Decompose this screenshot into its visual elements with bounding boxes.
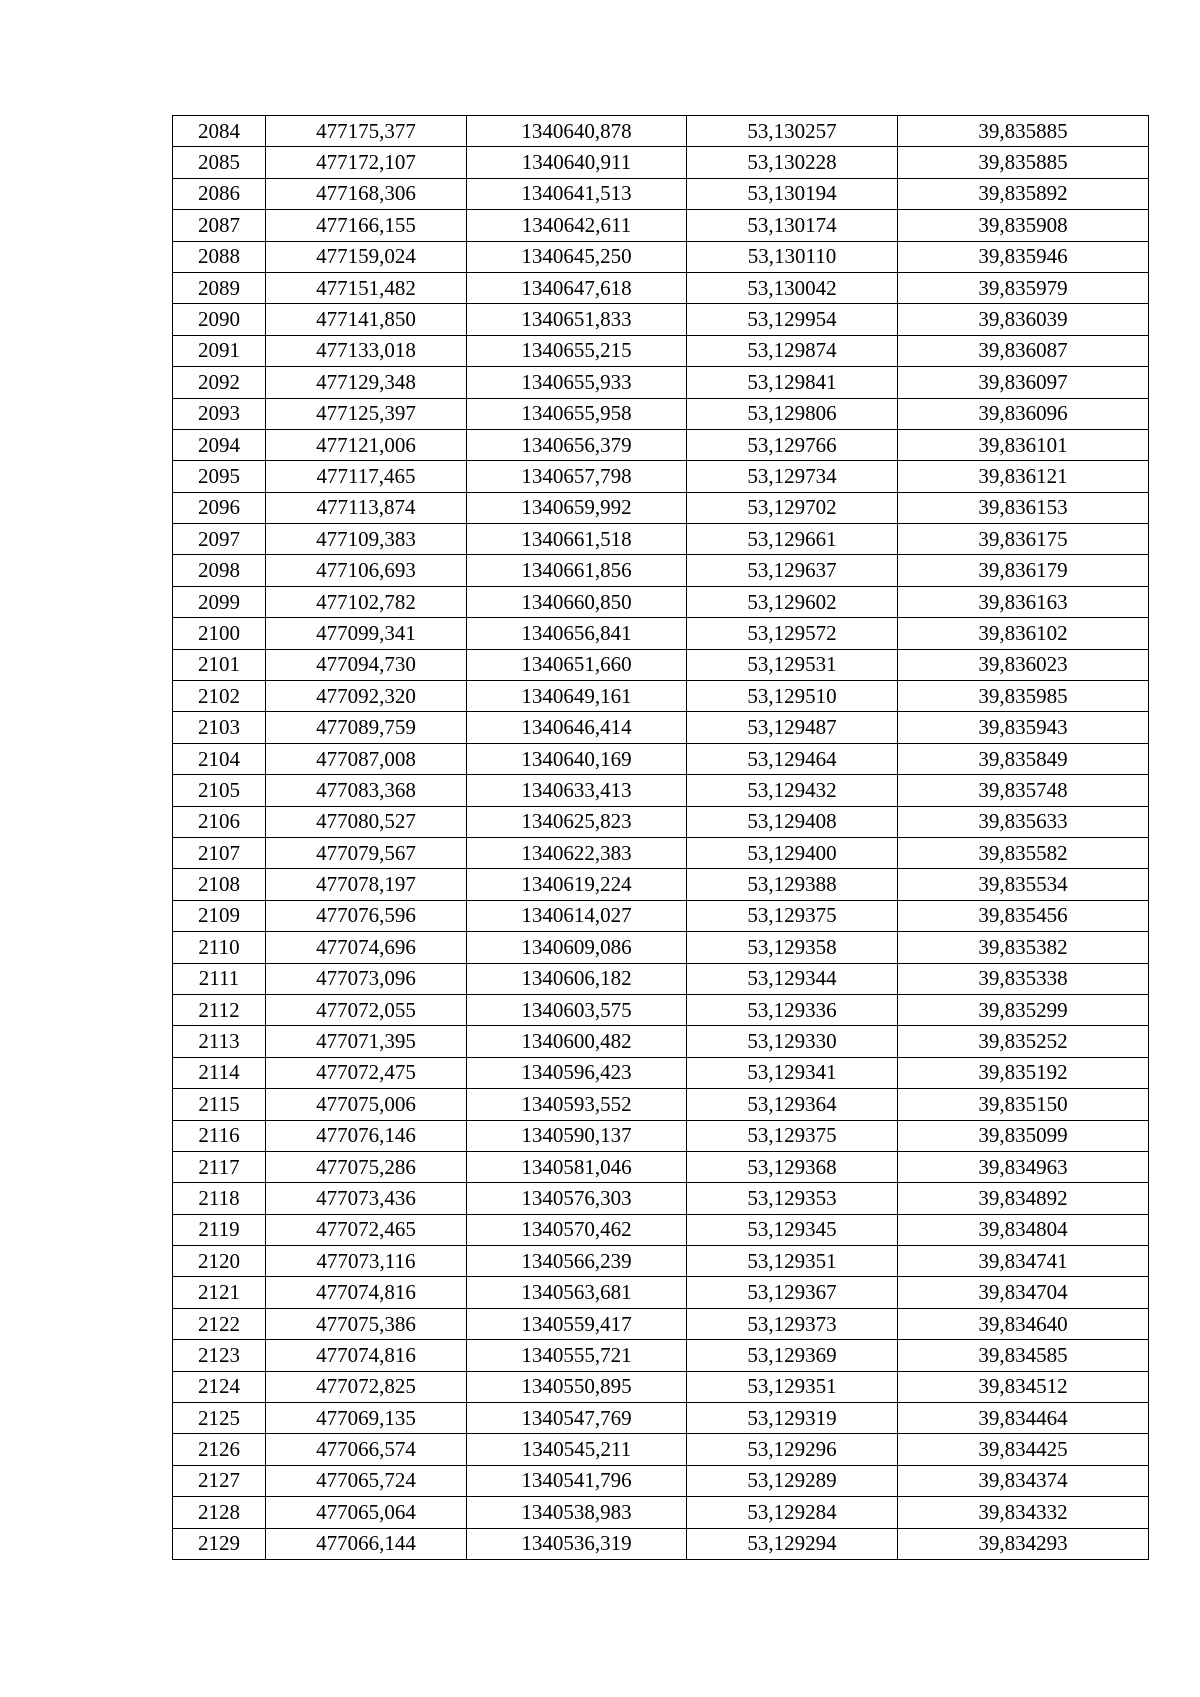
x-coordinate-cell: 477074,816 — [266, 1340, 467, 1371]
longitude-cell: 39,835099 — [898, 1120, 1149, 1151]
point-number-cell: 2104 — [173, 743, 266, 774]
point-number-cell: 2100 — [173, 618, 266, 649]
y-coordinate-cell: 1340656,379 — [467, 429, 687, 460]
x-coordinate-cell: 477113,874 — [266, 492, 467, 523]
y-coordinate-cell: 1340645,250 — [467, 241, 687, 272]
point-number-cell: 2116 — [173, 1120, 266, 1151]
longitude-cell: 39,835338 — [898, 963, 1149, 994]
longitude-cell: 39,836163 — [898, 586, 1149, 617]
latitude-cell: 53,129367 — [687, 1277, 898, 1308]
x-coordinate-cell: 477133,018 — [266, 335, 467, 366]
table-row — [173, 429, 1149, 460]
longitude-cell: 39,836097 — [898, 367, 1149, 398]
x-coordinate-cell: 477073,116 — [266, 1246, 467, 1277]
latitude-cell: 53,129841 — [687, 367, 898, 398]
longitude-cell: 39,834293 — [898, 1528, 1149, 1559]
table-row — [173, 241, 1149, 272]
table-row — [173, 994, 1149, 1025]
longitude-cell: 39,834704 — [898, 1277, 1149, 1308]
y-coordinate-cell: 1340661,856 — [467, 555, 687, 586]
table-row — [173, 1120, 1149, 1151]
y-coordinate-cell: 1340625,823 — [467, 806, 687, 837]
point-number-cell: 2094 — [173, 429, 266, 460]
longitude-cell: 39,835456 — [898, 900, 1149, 931]
latitude-cell: 53,129351 — [687, 1371, 898, 1402]
longitude-cell: 39,834585 — [898, 1340, 1149, 1371]
latitude-cell: 53,129388 — [687, 869, 898, 900]
point-number-cell: 2106 — [173, 806, 266, 837]
y-coordinate-cell: 1340640,169 — [467, 743, 687, 774]
table-row — [173, 1183, 1149, 1214]
x-coordinate-cell: 477069,135 — [266, 1403, 467, 1434]
x-coordinate-cell: 477151,482 — [266, 272, 467, 303]
latitude-cell: 53,130257 — [687, 116, 898, 147]
y-coordinate-cell: 1340640,911 — [467, 147, 687, 178]
x-coordinate-cell: 477072,825 — [266, 1371, 467, 1402]
latitude-cell: 53,130194 — [687, 178, 898, 209]
y-coordinate-cell: 1340655,215 — [467, 335, 687, 366]
point-number-cell: 2108 — [173, 869, 266, 900]
latitude-cell: 53,129364 — [687, 1089, 898, 1120]
latitude-cell: 53,129637 — [687, 555, 898, 586]
point-number-cell: 2127 — [173, 1465, 266, 1496]
point-number-cell: 2093 — [173, 398, 266, 429]
latitude-cell: 53,129375 — [687, 900, 898, 931]
x-coordinate-cell: 477079,567 — [266, 837, 467, 868]
longitude-cell: 39,834741 — [898, 1246, 1149, 1277]
x-coordinate-cell: 477125,397 — [266, 398, 467, 429]
table-row — [173, 1403, 1149, 1434]
y-coordinate-cell: 1340603,575 — [467, 994, 687, 1025]
point-number-cell: 2111 — [173, 963, 266, 994]
latitude-cell: 53,129400 — [687, 837, 898, 868]
point-number-cell: 2112 — [173, 994, 266, 1025]
latitude-cell: 53,129531 — [687, 649, 898, 680]
table-row — [173, 178, 1149, 209]
y-coordinate-cell: 1340651,660 — [467, 649, 687, 680]
x-coordinate-cell: 477175,377 — [266, 116, 467, 147]
point-number-cell: 2097 — [173, 524, 266, 555]
x-coordinate-cell: 477072,055 — [266, 994, 467, 1025]
table-row — [173, 1246, 1149, 1277]
x-coordinate-cell: 477109,383 — [266, 524, 467, 555]
y-coordinate-cell: 1340555,721 — [467, 1340, 687, 1371]
longitude-cell: 39,835192 — [898, 1057, 1149, 1088]
point-number-cell: 2090 — [173, 304, 266, 335]
latitude-cell: 53,129284 — [687, 1497, 898, 1528]
latitude-cell: 53,129353 — [687, 1183, 898, 1214]
point-number-cell: 2121 — [173, 1277, 266, 1308]
latitude-cell: 53,129369 — [687, 1340, 898, 1371]
table-row — [173, 1026, 1149, 1057]
longitude-cell: 39,835150 — [898, 1089, 1149, 1120]
y-coordinate-cell: 1340550,895 — [467, 1371, 687, 1402]
x-coordinate-cell: 477076,146 — [266, 1120, 467, 1151]
latitude-cell: 53,129602 — [687, 586, 898, 617]
point-number-cell: 2128 — [173, 1497, 266, 1528]
point-number-cell: 2085 — [173, 147, 266, 178]
latitude-cell: 53,129289 — [687, 1465, 898, 1496]
x-coordinate-cell: 477076,596 — [266, 900, 467, 931]
latitude-cell: 53,130228 — [687, 147, 898, 178]
longitude-cell: 39,835885 — [898, 147, 1149, 178]
y-coordinate-cell: 1340649,161 — [467, 681, 687, 712]
point-number-cell: 2107 — [173, 837, 266, 868]
latitude-cell: 53,129464 — [687, 743, 898, 774]
y-coordinate-cell: 1340655,958 — [467, 398, 687, 429]
x-coordinate-cell: 477166,155 — [266, 210, 467, 241]
y-coordinate-cell: 1340646,414 — [467, 712, 687, 743]
x-coordinate-cell: 477102,782 — [266, 586, 467, 617]
point-number-cell: 2095 — [173, 461, 266, 492]
table-row — [173, 1308, 1149, 1339]
table-row — [173, 304, 1149, 335]
point-number-cell: 2098 — [173, 555, 266, 586]
y-coordinate-cell: 1340590,137 — [467, 1120, 687, 1151]
latitude-cell: 53,129806 — [687, 398, 898, 429]
x-coordinate-cell: 477066,144 — [266, 1528, 467, 1559]
table-row — [173, 555, 1149, 586]
longitude-cell: 39,835633 — [898, 806, 1149, 837]
table-row — [173, 335, 1149, 366]
point-number-cell: 2115 — [173, 1089, 266, 1120]
longitude-cell: 39,836179 — [898, 555, 1149, 586]
longitude-cell: 39,836102 — [898, 618, 1149, 649]
table-row — [173, 367, 1149, 398]
table-row — [173, 837, 1149, 868]
longitude-cell: 39,835748 — [898, 775, 1149, 806]
longitude-cell: 39,835849 — [898, 743, 1149, 774]
latitude-cell: 53,129572 — [687, 618, 898, 649]
latitude-cell: 53,129373 — [687, 1308, 898, 1339]
y-coordinate-cell: 1340576,303 — [467, 1183, 687, 1214]
latitude-cell: 53,130042 — [687, 272, 898, 303]
y-coordinate-cell: 1340609,086 — [467, 932, 687, 963]
point-number-cell: 2101 — [173, 649, 266, 680]
point-number-cell: 2122 — [173, 1308, 266, 1339]
longitude-cell: 39,834374 — [898, 1465, 1149, 1496]
point-number-cell: 2119 — [173, 1214, 266, 1245]
point-number-cell: 2117 — [173, 1151, 266, 1182]
x-coordinate-cell: 477065,064 — [266, 1497, 467, 1528]
coordinates-table — [172, 115, 1149, 1560]
x-coordinate-cell: 477083,368 — [266, 775, 467, 806]
latitude-cell: 53,129341 — [687, 1057, 898, 1088]
point-number-cell: 2120 — [173, 1246, 266, 1277]
table-row — [173, 1497, 1149, 1528]
table-row — [173, 492, 1149, 523]
point-number-cell: 2086 — [173, 178, 266, 209]
x-coordinate-cell: 477074,816 — [266, 1277, 467, 1308]
longitude-cell: 39,835582 — [898, 837, 1149, 868]
longitude-cell: 39,834640 — [898, 1308, 1149, 1339]
x-coordinate-cell: 477087,008 — [266, 743, 467, 774]
table-row — [173, 743, 1149, 774]
x-coordinate-cell: 477073,436 — [266, 1183, 467, 1214]
table-row — [173, 806, 1149, 837]
point-number-cell: 2103 — [173, 712, 266, 743]
point-number-cell: 2084 — [173, 116, 266, 147]
longitude-cell: 39,835908 — [898, 210, 1149, 241]
table-row — [173, 1465, 1149, 1496]
longitude-cell: 39,836096 — [898, 398, 1149, 429]
table-row — [173, 869, 1149, 900]
longitude-cell: 39,835985 — [898, 681, 1149, 712]
point-number-cell: 2125 — [173, 1403, 266, 1434]
y-coordinate-cell: 1340581,046 — [467, 1151, 687, 1182]
y-coordinate-cell: 1340622,383 — [467, 837, 687, 868]
point-number-cell: 2124 — [173, 1371, 266, 1402]
table-row — [173, 1151, 1149, 1182]
latitude-cell: 53,129954 — [687, 304, 898, 335]
latitude-cell: 53,129432 — [687, 775, 898, 806]
y-coordinate-cell: 1340600,482 — [467, 1026, 687, 1057]
latitude-cell: 53,129487 — [687, 712, 898, 743]
longitude-cell: 39,834332 — [898, 1497, 1149, 1528]
x-coordinate-cell: 477073,096 — [266, 963, 467, 994]
table-row — [173, 1089, 1149, 1120]
latitude-cell: 53,130110 — [687, 241, 898, 272]
y-coordinate-cell: 1340566,239 — [467, 1246, 687, 1277]
latitude-cell: 53,129336 — [687, 994, 898, 1025]
point-number-cell: 2105 — [173, 775, 266, 806]
table-row — [173, 1371, 1149, 1402]
x-coordinate-cell: 477078,197 — [266, 869, 467, 900]
x-coordinate-cell: 477159,024 — [266, 241, 467, 272]
y-coordinate-cell: 1340641,513 — [467, 178, 687, 209]
x-coordinate-cell: 477168,306 — [266, 178, 467, 209]
table-row — [173, 1214, 1149, 1245]
table-row — [173, 147, 1149, 178]
y-coordinate-cell: 1340660,850 — [467, 586, 687, 617]
table-row — [173, 1277, 1149, 1308]
y-coordinate-cell: 1340559,417 — [467, 1308, 687, 1339]
point-number-cell: 2118 — [173, 1183, 266, 1214]
point-number-cell: 2099 — [173, 586, 266, 617]
y-coordinate-cell: 1340659,992 — [467, 492, 687, 523]
table-row — [173, 681, 1149, 712]
y-coordinate-cell: 1340547,769 — [467, 1403, 687, 1434]
point-number-cell: 2091 — [173, 335, 266, 366]
point-number-cell: 2129 — [173, 1528, 266, 1559]
longitude-cell: 39,835946 — [898, 241, 1149, 272]
longitude-cell: 39,834804 — [898, 1214, 1149, 1245]
latitude-cell: 53,129330 — [687, 1026, 898, 1057]
y-coordinate-cell: 1340563,681 — [467, 1277, 687, 1308]
latitude-cell: 53,129319 — [687, 1403, 898, 1434]
table-row — [173, 210, 1149, 241]
x-coordinate-cell: 477075,386 — [266, 1308, 467, 1339]
point-number-cell: 2113 — [173, 1026, 266, 1057]
x-coordinate-cell: 477172,107 — [266, 147, 467, 178]
y-coordinate-cell: 1340541,796 — [467, 1465, 687, 1496]
point-number-cell: 2089 — [173, 272, 266, 303]
x-coordinate-cell: 477092,320 — [266, 681, 467, 712]
x-coordinate-cell: 477074,696 — [266, 932, 467, 963]
y-coordinate-cell: 1340655,933 — [467, 367, 687, 398]
longitude-cell: 39,835979 — [898, 272, 1149, 303]
y-coordinate-cell: 1340642,611 — [467, 210, 687, 241]
point-number-cell: 2109 — [173, 900, 266, 931]
x-coordinate-cell: 477072,475 — [266, 1057, 467, 1088]
point-number-cell: 2096 — [173, 492, 266, 523]
latitude-cell: 53,129408 — [687, 806, 898, 837]
longitude-cell: 39,835382 — [898, 932, 1149, 963]
x-coordinate-cell: 477121,006 — [266, 429, 467, 460]
y-coordinate-cell: 1340656,841 — [467, 618, 687, 649]
longitude-cell: 39,836153 — [898, 492, 1149, 523]
table-row — [173, 1057, 1149, 1088]
longitude-cell: 39,836023 — [898, 649, 1149, 680]
latitude-cell: 53,129358 — [687, 932, 898, 963]
table-row — [173, 398, 1149, 429]
latitude-cell: 53,129351 — [687, 1246, 898, 1277]
longitude-cell: 39,835252 — [898, 1026, 1149, 1057]
y-coordinate-cell: 1340545,211 — [467, 1434, 687, 1465]
latitude-cell: 53,129345 — [687, 1214, 898, 1245]
point-number-cell: 2102 — [173, 681, 266, 712]
longitude-cell: 39,834892 — [898, 1183, 1149, 1214]
table-row — [173, 1434, 1149, 1465]
table-row — [173, 649, 1149, 680]
table-row — [173, 932, 1149, 963]
point-number-cell: 2126 — [173, 1434, 266, 1465]
latitude-cell: 53,129661 — [687, 524, 898, 555]
point-number-cell: 2092 — [173, 367, 266, 398]
x-coordinate-cell: 477099,341 — [266, 618, 467, 649]
table-row — [173, 586, 1149, 617]
table-row — [173, 272, 1149, 303]
latitude-cell: 53,129375 — [687, 1120, 898, 1151]
table-row — [173, 116, 1149, 147]
y-coordinate-cell: 1340570,462 — [467, 1214, 687, 1245]
table-row — [173, 461, 1149, 492]
latitude-cell: 53,129874 — [687, 335, 898, 366]
longitude-cell: 39,835892 — [898, 178, 1149, 209]
y-coordinate-cell: 1340657,798 — [467, 461, 687, 492]
table-row — [173, 900, 1149, 931]
x-coordinate-cell: 477065,724 — [266, 1465, 467, 1496]
longitude-cell: 39,834512 — [898, 1371, 1149, 1402]
point-number-cell: 2088 — [173, 241, 266, 272]
table-row — [173, 1528, 1149, 1559]
longitude-cell: 39,836101 — [898, 429, 1149, 460]
y-coordinate-cell: 1340538,983 — [467, 1497, 687, 1528]
longitude-cell: 39,835943 — [898, 712, 1149, 743]
longitude-cell: 39,834963 — [898, 1151, 1149, 1182]
x-coordinate-cell: 477117,465 — [266, 461, 467, 492]
point-number-cell: 2114 — [173, 1057, 266, 1088]
y-coordinate-cell: 1340633,413 — [467, 775, 687, 806]
x-coordinate-cell: 477080,527 — [266, 806, 467, 837]
table-row — [173, 963, 1149, 994]
longitude-cell: 39,836121 — [898, 461, 1149, 492]
longitude-cell: 39,835534 — [898, 869, 1149, 900]
longitude-cell: 39,834464 — [898, 1403, 1149, 1434]
x-coordinate-cell: 477075,006 — [266, 1089, 467, 1120]
y-coordinate-cell: 1340606,182 — [467, 963, 687, 994]
longitude-cell: 39,835299 — [898, 994, 1149, 1025]
point-number-cell: 2087 — [173, 210, 266, 241]
table-row — [173, 775, 1149, 806]
latitude-cell: 53,129734 — [687, 461, 898, 492]
y-coordinate-cell: 1340661,518 — [467, 524, 687, 555]
latitude-cell: 53,129344 — [687, 963, 898, 994]
table-row — [173, 1340, 1149, 1371]
longitude-cell: 39,835885 — [898, 116, 1149, 147]
x-coordinate-cell: 477129,348 — [266, 367, 467, 398]
coordinates-table-body — [173, 116, 1149, 1560]
point-number-cell: 2110 — [173, 932, 266, 963]
x-coordinate-cell: 477089,759 — [266, 712, 467, 743]
x-coordinate-cell: 477071,395 — [266, 1026, 467, 1057]
x-coordinate-cell: 477141,850 — [266, 304, 467, 335]
longitude-cell: 39,836087 — [898, 335, 1149, 366]
x-coordinate-cell: 477094,730 — [266, 649, 467, 680]
x-coordinate-cell: 477072,465 — [266, 1214, 467, 1245]
y-coordinate-cell: 1340651,833 — [467, 304, 687, 335]
y-coordinate-cell: 1340614,027 — [467, 900, 687, 931]
latitude-cell: 53,129510 — [687, 681, 898, 712]
y-coordinate-cell: 1340593,552 — [467, 1089, 687, 1120]
y-coordinate-cell: 1340619,224 — [467, 869, 687, 900]
latitude-cell: 53,129702 — [687, 492, 898, 523]
latitude-cell: 53,129294 — [687, 1528, 898, 1559]
latitude-cell: 53,129766 — [687, 429, 898, 460]
x-coordinate-cell: 477066,574 — [266, 1434, 467, 1465]
point-number-cell: 2123 — [173, 1340, 266, 1371]
longitude-cell: 39,836039 — [898, 304, 1149, 335]
x-coordinate-cell: 477106,693 — [266, 555, 467, 586]
y-coordinate-cell: 1340596,423 — [467, 1057, 687, 1088]
y-coordinate-cell: 1340536,319 — [467, 1528, 687, 1559]
latitude-cell: 53,129368 — [687, 1151, 898, 1182]
y-coordinate-cell: 1340640,878 — [467, 116, 687, 147]
table-row — [173, 618, 1149, 649]
latitude-cell: 53,129296 — [687, 1434, 898, 1465]
longitude-cell: 39,836175 — [898, 524, 1149, 555]
table-row — [173, 524, 1149, 555]
table-row — [173, 712, 1149, 743]
latitude-cell: 53,130174 — [687, 210, 898, 241]
x-coordinate-cell: 477075,286 — [266, 1151, 467, 1182]
y-coordinate-cell: 1340647,618 — [467, 272, 687, 303]
longitude-cell: 39,834425 — [898, 1434, 1149, 1465]
